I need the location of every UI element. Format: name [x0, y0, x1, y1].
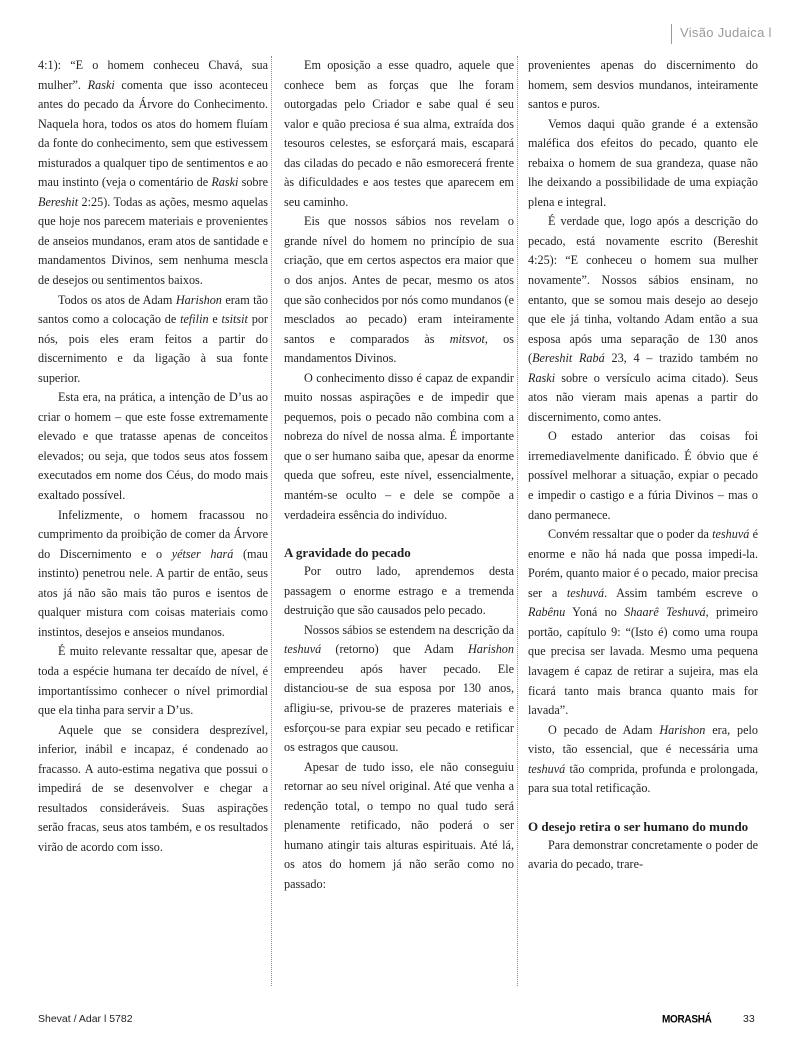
article-column-2 [284, 56, 514, 894]
paragraph: É muito relevante ressaltar que, apesar de toda a espécie humana ter decaído de nível, é importantíssimo conhecer o nível primordial que ela tinha para servir a D’us. [38, 644, 268, 718]
paragraph: Nossos sábios se estendem na descrição da teshuvá (retorno) que Adam Harishon empreendeu após haver pecado. Ele distanciou-se de sua esposa por 130 anos, afligiu-se, privou-se de prazeres materiais e esforçou-se para expiar seu pecado e retificar os estragos que causou. [284, 622, 514, 755]
paragraph: provenientes apenas do discernimento do homem, sem desvios mundanos, inteiramente santos e puros. [528, 58, 758, 112]
section-label: Visão Judaica l [680, 25, 772, 40]
paragraph: Por outro lado, aprendemos desta passagem o enorme estrago e a tremenda destruição que são causados pelo pecado. [284, 564, 514, 618]
magazine-logo: MORASHÁ [662, 1013, 712, 1026]
page-number: 33 [743, 1013, 755, 1025]
paragraph: Eis que nossos sábios nos revelam o grande nível do homem no princípio de sua criação, que em certos aspectos era maior que o dos anjos. Antes de pecar, mesmo os atos que são conhecidos por nós como mundanos (e mesclados ao pecado) eram inteiramente santos e comparados às mitsvot, os mandamentos Divinos. [284, 214, 514, 366]
paragraph: Todos os atos de Adam Harishon eram tão santos como a colocação de tefilin e tsitsit por nós, pois eles eram feitos a partir do discernimento e da ligação à sua fonte superior. [38, 292, 269, 385]
article-column-1 [38, 56, 268, 857]
paragraph: Esta era, na prática, a intenção de D’us ao criar o homem – que este fosse extremamente elevado e que tratasse apenas de conceitos elevados; ou seja, que todos seus atos fossem executados em nome dos Céus, do modo mais exaltado possível. [38, 390, 268, 503]
paragraph: Convém ressaltar que o poder da teshuvá é enorme e não há nada que possa impedi-la. Porém, quanto maior é o pecado, maior precisa ser a teshuvá. Assim também escreve o Rabênu Yoná no Shaarê Teshuvá, primeiro portão, capítulo 9: “(Isto é) como uma roupa que precisa ser lavada. Mesmo uma pequena lavagem é capaz de retirar a sujeira, mas ela ficará tanto mais branca quanto mais for lavada”. [528, 527, 759, 718]
paragraph: O conhecimento disso é capaz de expandir muito nossas aspirações e de impedir que pequemos, pois o pecado não combina com a nobreza do nível de nossa alma. É importante que o ser humano saiba que, apesar da enorme queda que sofreu, este nível, essencialmente, mantém-se oculto – e dele se compõe a verdadeira essência do indivíduo. [284, 370, 514, 522]
column-divider-1 [271, 56, 273, 986]
paragraph: Para demonstrar concretamente o poder de avaria do pecado, trare- [528, 837, 758, 872]
section-heading: A gravidade do pecado [284, 545, 411, 561]
paragraph: Vemos daqui quão grande é a extensão maléfica dos efeitos do pecado, quanto ele rebaixa o homem de sua grandeza, quase não lhe deixando a possibilidade de uma expiação plena e integral. [528, 116, 758, 209]
column-divider-2 [517, 56, 519, 986]
paragraph: 4:1): “E o homem conheceu Chavá, sua mulher”. Raski comenta que isso aconteceu antes do pecado da Árvore do Conhecimento. Naquela hora, todos os atos do homem fluíam da fonte do conhecimento, sem que estivessem misturados a qualquer tipo de sentimentos e ao mau instinto (veja o comentário de Raski sobre Bereshit 2:25). Todas as ações, mesmo aquelas que hoje nos parecem materiais e provenientes de anseios mundanos, eram atos de santidade e mandamentos Divinos, sem nenhuma mescla de desejos ou sentimentos baixos. [38, 58, 268, 288]
paragraph: Apesar de tudo isso, ele não conseguiu retornar ao seu nível original. Até que venha a redenção total, o tempo no qual tudo será plenamente retificado, não poderá o ser humano atingir tais alturas espirituais. Até lá, os atos do homem já não serão como no passado: [284, 759, 514, 891]
paragraph: Aquele que se considera desprezível, inferior, inábil e incapaz, é condenado ao fracasso. A auto-estima negativa que possui o impedirá de se desenvolver e chegar a resultados consideráveis. Suas aspirações serão fracas, seus atos também, e os resultados virão de acordo com isso. [38, 722, 268, 854]
paragraph: Em oposição a esse quadro, aquele que conhece bem as forças que lhe foram outorgadas pelo Criador e sabe qual é seu valor e quão preciosa é sua alma, extraída dos tesouros celestes, se esforçará mais, escapará das ciladas do pecado e não esmorecerá frente às dificuldades e aos testes que aparecem em seu caminho. [284, 58, 514, 209]
paragraph: É verdade que, logo após a descrição do pecado, está novamente escrito (Bereshit 4:25): “E conheceu o homem sua mulher novamente”. Nossos sábios ensinam, no entanto, que se somou mais desejo ao desejo que ele já tinha, voltando Adam então a sua esposa após uma separação de 130 anos (Bereshit Rabá 23, 4 – trazido também no Raski sobre o versículo acima citado). Seus atos não vieram mais apenas a partir do discernimento, como antes. [528, 214, 758, 424]
header-rule [671, 24, 672, 44]
paragraph: O pecado de Adam Harishon era, pelo visto, tão essencial, que é necessária uma teshuvá tão comprida, profunda e prolongada, para sua total retificação. [528, 722, 758, 796]
paragraph: Infelizmente, o homem fracassou no cumprimento da proibição de comer da Árvore do Discernimento e o yétser hará (mau instinto) penetrou nele. A partir de então, seus atos já não são mais tão puros e isentos de qualquer mistura com coisas materiais como instintos, desejos e anseios mundanos. [38, 507, 268, 639]
section-heading: O desejo retira o ser humano do mundo [528, 818, 749, 834]
paragraph: O estado anterior das coisas foi irremediavelmente danificado. É óbvio que é possível melhorar a situação, expiar o pecado e impedir o castigo e a fúria Divinos – mas o dano permanece. [528, 429, 758, 522]
article-column-3 [528, 56, 758, 875]
issue-date: Shevat / Adar l 5782 [38, 1013, 133, 1025]
